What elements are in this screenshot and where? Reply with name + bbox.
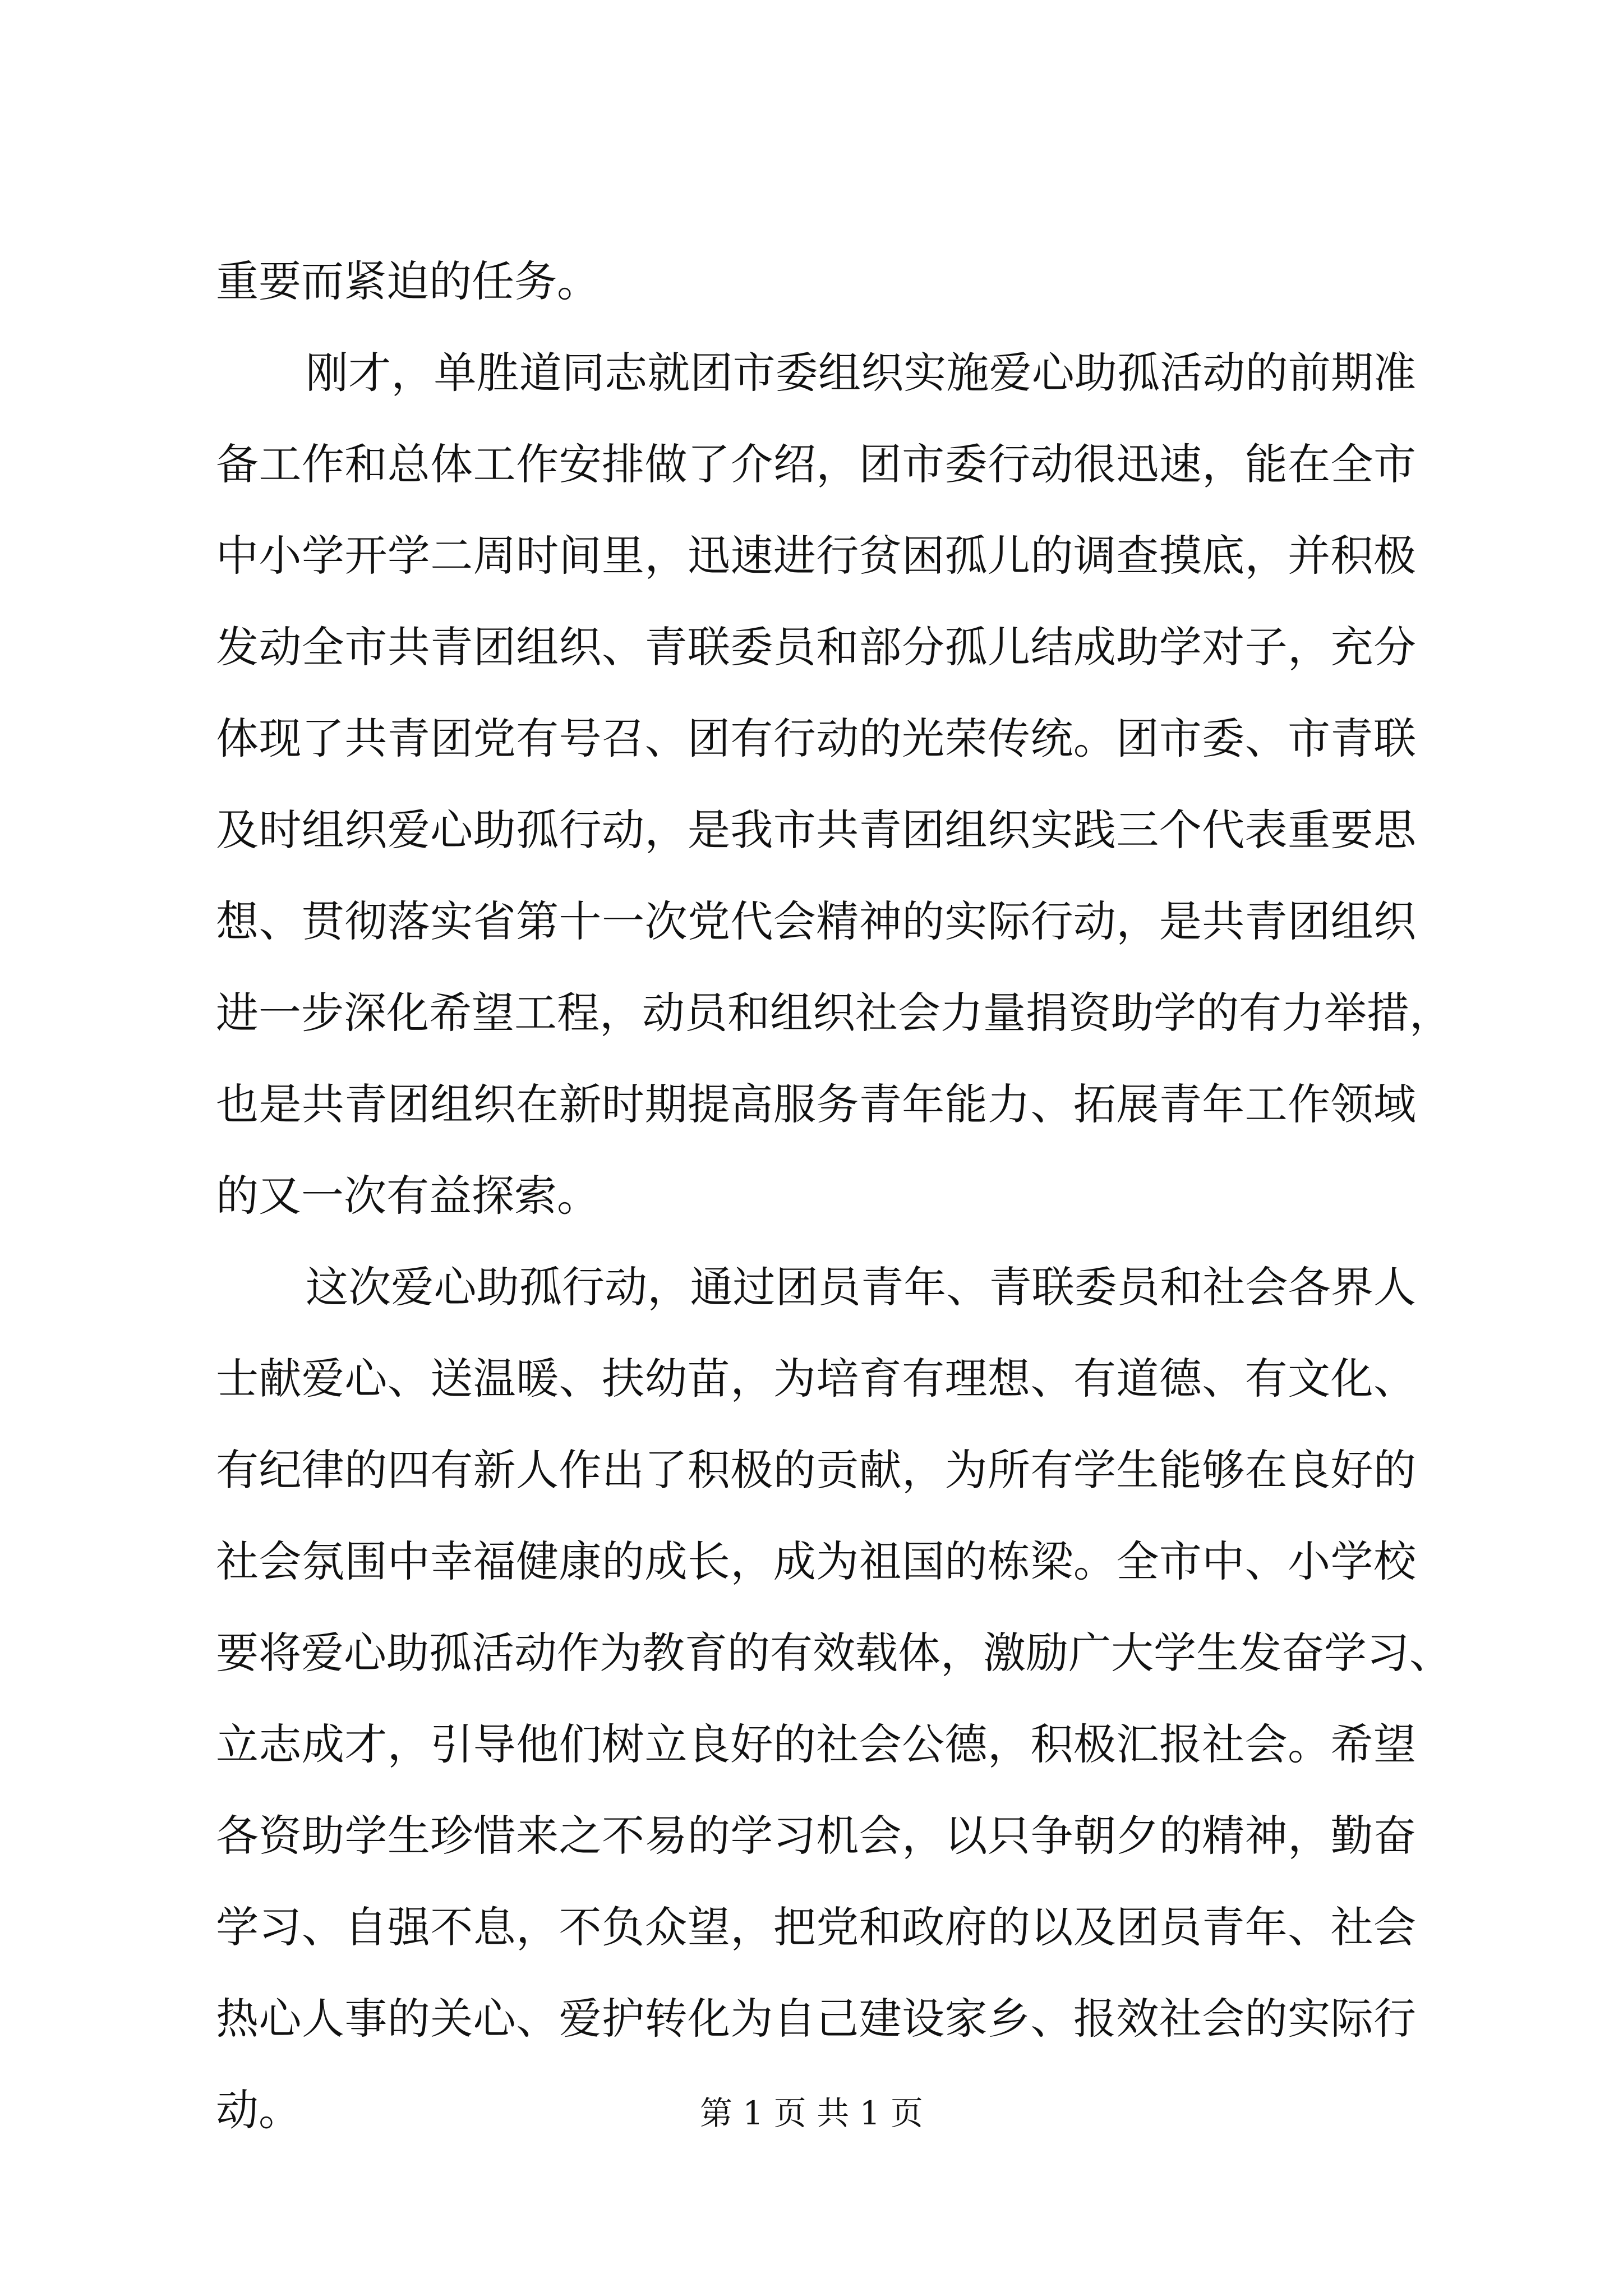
paragraph-2-line-1: 刚才，单胜道同志就团市委组织实施爱心助孤活动的前期准 bbox=[306, 348, 1416, 398]
paragraph-2-line-7: 想、贯彻落实省第十一次党代会精神的实际行动，是共青团组织 bbox=[216, 896, 1416, 946]
paragraph-2-line-2: 备工作和总体工作安排做了介绍，团市委行动很迅速，能在全市 bbox=[216, 439, 1416, 489]
paragraph-2-line-5: 体现了共青团党有号召、团有行动的光荣传统。团市委、市青联 bbox=[216, 714, 1416, 763]
document-body bbox=[216, 236, 1452, 2156]
paragraph-3-line-9: 热心人事的关心、爱护转化为自己建设家乡、报效社会的实际行 bbox=[216, 1994, 1416, 2044]
paragraph-3-line-2: 士献爱心、送温暖、扶幼苗，为培育有理想、有道德、有文化、 bbox=[216, 1354, 1416, 1404]
paragraph-3-line-4: 社会氛围中幸福健康的成长，成为祖国的栋梁。全市中、小学校 bbox=[216, 1536, 1416, 1586]
paragraph-3-line-3: 有纪律的四有新人作出了积极的贡献，为所有学生能够在良好的 bbox=[216, 1445, 1416, 1495]
paragraph-3-line-6: 立志成才，引导他们树立良好的社会公德，积极汇报社会。希望 bbox=[216, 1719, 1416, 1769]
paragraph-2-line-10: 的又一次有益探索。 bbox=[216, 1171, 600, 1221]
page-number-label: 第 1 页 共 1 页 bbox=[700, 2094, 923, 2132]
paragraph-2-line-9: 也是共青团组织在新时期提高服务青年能力、拓展青年工作领域 bbox=[216, 1079, 1416, 1129]
paragraph-3-line-10: 动。 bbox=[216, 2085, 301, 2135]
paragraph-3-line-8: 学习、自强不息，不负众望，把党和政府的以及团员青年、社会 bbox=[216, 1902, 1416, 1952]
paragraph-3-line-1: 这次爱心助孤行动，通过团员青年、青联委员和社会各界人 bbox=[306, 1262, 1416, 1312]
paragraph-2-line-3: 中小学开学二周时间里，迅速进行贫困孤儿的调查摸底，并积极 bbox=[216, 531, 1416, 581]
page-footer bbox=[0, 2087, 1623, 2134]
paragraph-3-line-5: 要将爱心助孤活动作为教育的有效载体，激励广大学生发奋学习、 bbox=[216, 1628, 1452, 1678]
paragraph-1-line-1: 重要而紧迫的任务。 bbox=[216, 256, 600, 306]
paragraph-2-line-4: 发动全市共青团组织、青联委员和部分孤儿结成助学对子，充分 bbox=[216, 622, 1416, 672]
paragraph-2-line-8: 进一步深化希望工程，动员和组织社会力量捐资助学的有力举措， bbox=[216, 988, 1452, 1038]
paragraph-3-line-7: 各资助学生珍惜来之不易的学习机会，以只争朝夕的精神，勤奋 bbox=[216, 1811, 1416, 1861]
paragraph-2-line-6: 及时组织爱心助孤行动，是我市共青团组织实践三个代表重要思 bbox=[216, 805, 1416, 855]
